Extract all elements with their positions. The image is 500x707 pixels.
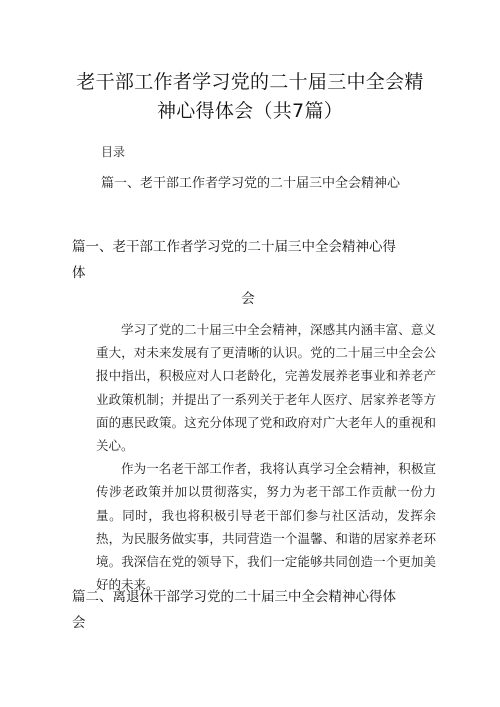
document-title-line-1: 老干部工作者学习党的二十届三中全会精 xyxy=(76,71,424,93)
section-heading-2-line-1: 篇二、离退休干部学习党的二十届三中全会精神心得体会 xyxy=(72,589,396,631)
paragraph-2: 作为一名老干部工作者，我将认真学习全会精神，积极宣传涉老政策并加以贯彻落实，努力为老干部工作贡献一份力量。同时，我也将积极引导老干部们参与社区活动，发挥余热，为民服务做实事，共同营造一个温馨、和谐的居家养老环境。我深信在党的领导下，我们一定能够共同创造一个更加美好的未来。 xyxy=(96,461,436,593)
section-heading-2 xyxy=(72,584,402,636)
section-heading-1-line-1: 篇一、老干部工作者学习党的二十届三中全会精神心得体 xyxy=(72,239,396,281)
section-1-body xyxy=(96,318,436,596)
document-title xyxy=(60,68,440,126)
document-title-line-2: 神心得体会（共7篇） xyxy=(156,100,344,122)
paragraph-1: 学习了党的二十届三中全会精神，深感其内涵丰富、意义重大，对未来发展有了更清晰的认识。党的二十届三中全会公报中指出，积极应对人口老龄化，完善发展养老事业和养老产业政策机制；并提出了一系列关于老年人医疗、居家养老等方面的惠民政策。这充分体现了党和政府对广大老年人的重视和关心。 xyxy=(96,322,436,454)
section-heading-1 xyxy=(72,234,402,312)
toc-entry-1[interactable]: 篇一、老干部工作者学习党的二十届三中全会精神心 xyxy=(101,176,401,191)
toc-heading: 目录 xyxy=(101,145,126,159)
section-heading-1-line-2: 会 xyxy=(241,291,255,307)
